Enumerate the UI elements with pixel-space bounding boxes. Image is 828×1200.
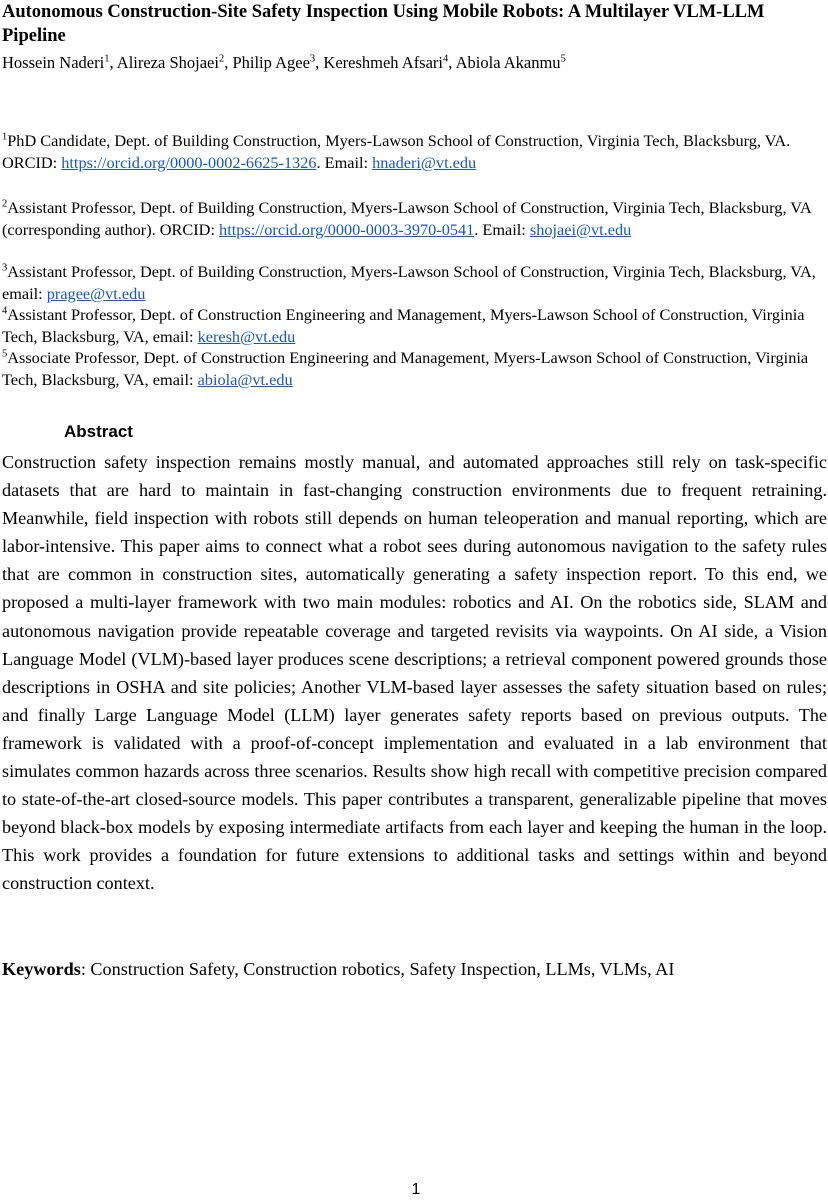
- author-list: Hossein Naderi$^1$, Alireza Shojaei$^2$, Philip Agee$^3$, Kereshmeh Afsari$^4$, Abiola Akanmu$^5$: [2, 53, 566, 72]
- email-link[interactable]: shojaei@vt.edu: [529, 219, 632, 239]
- keywords: [2, 957, 822, 981]
- author-affiliation-mark: 4: [443, 53, 449, 65]
- affiliation-mark: 2: [2, 198, 8, 210]
- abstract-body: Construction safety inspection remains mostly manual, and automated approaches still rely on task-specific datasets that are hard to maintain in fast-changing construction environments due to frequent retraining. Meanwhile, field inspection with robots still depends on human teleoperation and manual reporting, which are labor-intensive. This paper aims to connect what a robot sees during autonomous navigation to the safety rules that are common in construction sites, automatically generating a safety inspection report. To this end, we proposed a multi-layer framework with two main modules: robotics and AI. On the robotics side, SLAM and autonomous navigation provide repeatable coverage and targeted revisits via waypoints. On AI side, a Vision Language Model (VLM)-based layer produces scene descriptions; a retrieval component powered grounds those descriptions in OSHA and site policies; Another VLM-based layer assesses the safety situation based on rules; and finally Large Language Model (LLM) layer generates safety reports based on previous outputs. The framework is validated with a proof-of-concept implementation and evaluated in a lab environment that simulates common hazards across three scenarios. Results show high recall with competitive precision compared to state-of-the-art closed-source models. This paper contributes a transparent, generalizable pipeline that moves beyond black-box models by exposing intermediate artifacts from each layer and keeping the human in the loop. This work provides a foundation for future extensions to additional tasks and settings within and beyond construction context.: [2, 452, 827, 894]
- paper-title: Autonomous Construction-Site Safety Inspection Using Mobile Robots: A Multilayer VLM-LLM Pipeline: [2, 2, 765, 46]
- affiliation-1: [2, 130, 822, 173]
- affiliation-mark: 1: [2, 131, 8, 143]
- affiliation-2: [2, 197, 822, 240]
- email-link[interactable]: hnaderi@vt.edu: [372, 152, 477, 172]
- author-name: Alireza Shojaei: [116, 53, 219, 72]
- page-number: 1: [411, 1181, 421, 1198]
- affiliation-text: Assistant Professor, Dept. of Construction Engineering and Management, Myers-Lawson School of Construction, Virginia Tech, Blacksburg, VA, email:: [2, 305, 805, 346]
- affiliation-3: [2, 261, 822, 304]
- affiliation-mark: 3: [2, 262, 8, 274]
- abstract-heading: Abstract: [64, 422, 133, 441]
- author-name: Hossein Naderi: [2, 53, 105, 72]
- author-affiliation-mark: 2: [218, 53, 225, 65]
- affiliation-text: Associate Professor, Dept. of Construction Engineering and Management, Myers-Lawson School of Construction, Virginia Tech, Blacksburg, VA, email:: [2, 348, 809, 389]
- author-name: Philip Agee: [232, 53, 310, 72]
- affiliation-4: [2, 304, 822, 347]
- email-link[interactable]: abiola@vt.edu: [197, 369, 293, 389]
- keywords-list: : Construction Safety, Construction robotics, Safety Inspection, LLMs, VLMs, AI: [80, 959, 675, 979]
- affiliation-mark: 5: [2, 348, 8, 360]
- affiliation-text: Assistant Professor, Dept. of Building Construction, Myers-Lawson School of Construction, Virginia Tech, Blacksburg, VA, email:: [2, 262, 816, 303]
- orcid-link[interactable]: https://orcid.org/0000-0002-6625-1326: [61, 152, 317, 172]
- author-name: Abiola Akanmu: [455, 53, 561, 72]
- keywords-label: Keywords: [2, 959, 81, 979]
- affiliation-5: [2, 347, 822, 390]
- author-name: Kereshmeh Afsari: [323, 53, 444, 72]
- affiliation-separator: . Email:: [474, 219, 530, 239]
- orcid-link[interactable]: https://orcid.org/0000-0003-3970-0541: [219, 219, 475, 239]
- email-link[interactable]: keresh@vt.edu: [197, 326, 296, 346]
- affiliation-separator: . Email:: [316, 152, 373, 172]
- affiliation-mark: 4: [2, 305, 8, 317]
- author-affiliation-mark: 1: [104, 53, 110, 65]
- email-link[interactable]: pragee@vt.edu: [46, 283, 146, 303]
- affiliation-text: Assistant Professor, Dept. of Building Construction, Myers-Lawson School of Construction, Virginia Tech, Blacksburg, VA (corresponding author). ORCID:: [2, 198, 811, 239]
- author-affiliation-mark: 3: [309, 53, 316, 65]
- affiliation-text: PhD Candidate, Dept. of Building Construction, Myers-Lawson School of Construction, Virginia Tech, Blacksburg, VA. ORCID:: [2, 131, 791, 172]
- author-affiliation-mark: 5: [560, 53, 566, 65]
